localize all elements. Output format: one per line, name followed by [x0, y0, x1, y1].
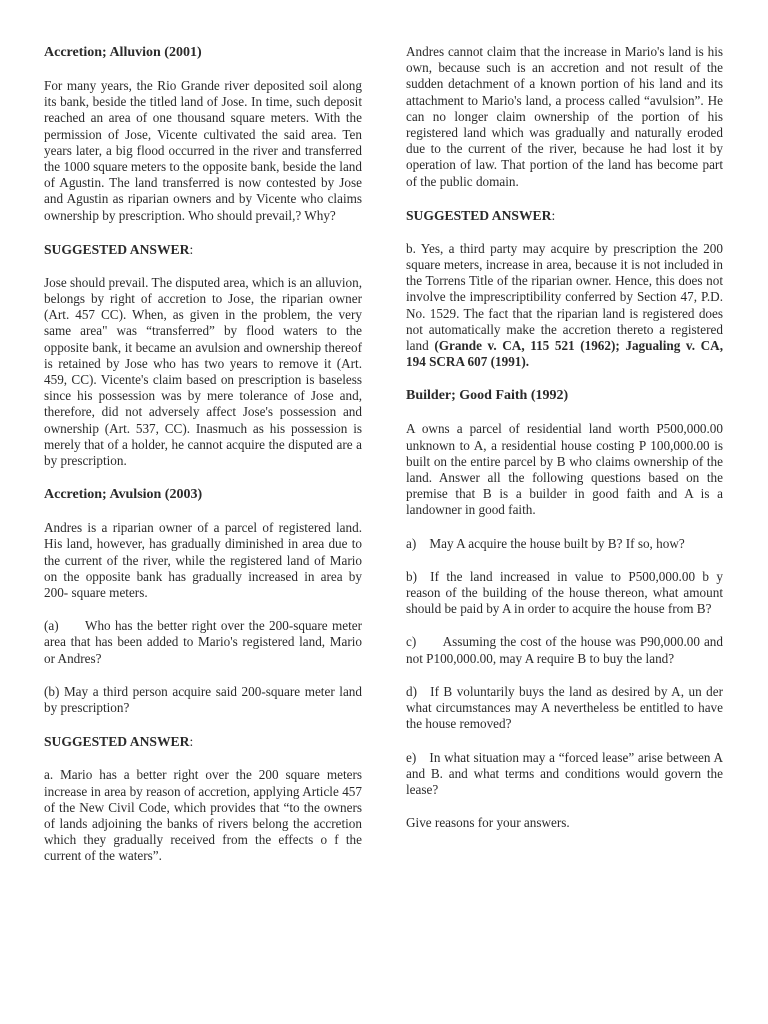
- subquestion-b: (b) May a third person acquire said 200-square meter land by prescription?: [44, 683, 362, 716]
- subquestion-a: (a) Who has the better right over the 200-square meter area that has been added to Mario's registered land, Mario or Andres?: [44, 618, 362, 666]
- subquestion-a: a) May A acquire the house built by B? If so, how?: [406, 535, 685, 551]
- answer-avulsion-a-continued: Andres cannot claim that the increase in Mario's land is his own, because such is an accretion and not result of the sudden detachment of a known portion of his land and its attachment to Mario's land, a process called “avulsion”. He can no longer claim ownership of the portion of his registered land which was gradually and naturally eroded due to the current of the river, because he had lost it by operation of law. That portion of the land has become part of the public domain.: [406, 44, 723, 189]
- suggested-answer-label: SUGGESTED ANSWER:: [44, 241, 194, 257]
- left-column: [44, 44, 362, 865]
- subquestion-d: d) If B voluntarily buys the land as desired by A, un der what circumstances may A nevertheless be entitled to have the house removed?: [406, 683, 723, 732]
- question-alluvion: For many years, the Rio Grande river deposited soil along its bank, beside the titled land of Jose. In time, such deposit reached an area of one thousand square meters. With the permission of Jose, Vicente cultivated the said area. Ten years later, a big flood occurred in the river and transferred the 1000 square meters to the opposite bank, beside the land of Agustin. The land transferred is now contested by Jose and Agustin as riparian owners and by Vicente who claims ownership by prescription. Who should prevail,? Why?: [44, 78, 362, 223]
- case-citation: (Grande v. CA, 115 521 (1962); Jagualing v. CA, 194 SCRA 607 (1991).: [406, 338, 724, 370]
- suggested-answer-label: SUGGESTED ANSWER:: [44, 734, 194, 750]
- closing-instruction: Give reasons for your answers.: [406, 815, 570, 831]
- subquestion-c: c) Assuming the cost of the house was P90,000.00 and not P100,000.00, may A require B to buy the land?: [406, 634, 723, 666]
- subquestion-e: e) In what situation may a “forced lease” arise between A and B. and what terms and conditions would govern the lease?: [406, 749, 723, 797]
- subquestion-b: b) If the land increased in value to P500,000.00 b y reason of the building of the house thereon, what amount should be paid by A in order to acquire the house from B?: [406, 568, 723, 617]
- right-column: [406, 44, 723, 831]
- question-avulsion: Andres is a riparian owner of a parcel of registered land. His land, however, has gradually diminished in area due to the current of the river, while the registered land of Mario on the opposite bank has gradually increased in area by 200- square meters.: [44, 520, 362, 601]
- heading-builder-good-faith: Builder; Good Faith (1992): [406, 388, 569, 404]
- answer-avulsion-a: a. Mario has a better right over the 200 square meters increase in area by reason of accretion, applying Article 457 of the New Civil Code, which provides that “to the owners of lands adjoining the banks of rivers belong the accretion which they gradually received from the effects o f the current of the waters”.: [44, 767, 362, 864]
- suggested-answer-label: SUGGESTED ANSWER:: [406, 207, 556, 223]
- answer-alluvion: Jose should prevail. The disputed area, which is an alluvion, belongs by right of accretion to Jose, the riparian owner (Art. 457 CC). When, as given in the problem, the very same area" was “transferred” by flood waters to the opposite bank, it became an avulsion and ownership thereof is retained by Jose who has two years to remove it (Art. 459, CC). Vicente's claim based on prescription is baseless since his possession was by mere tolerance of Jose and, therefore, did not adversely affect Jose's possession and ownership (Art. 537, CC). Inasmuch as his possession is merely that of a holder, he cannot acquire the disputed are a by prescription.: [44, 274, 362, 469]
- answer-avulsion-b: b. Yes, a third party may acquire by prescription the 200 square meters, increase in area, because it is not included in the Torrens Title of the riparian owner. Hence, this does not involve the imprescriptibility conferred by Section 47, P.D. No. 1529. The fact that the riparian land is registered does not automatically make the accretion thereto a registered land (Grande v. CA, 115 521 (1962); Jagualing v. CA, 194 SCRA 607 (1991).: [406, 240, 724, 370]
- heading-accretion-alluvion: Accretion; Alluvion (2001): [44, 45, 202, 60]
- heading-accretion-avulsion: Accretion; Avulsion (2003): [44, 487, 203, 503]
- question-builder: A owns a parcel of residential land worth P500,000.00 unknown to A, a residential house costing P 100,000.00 is built on the entire parcel by B who claims ownership of the land. Answer all the following questions based on the premise that B is a builder in good faith and A is a landowner in good faith.: [406, 421, 723, 518]
